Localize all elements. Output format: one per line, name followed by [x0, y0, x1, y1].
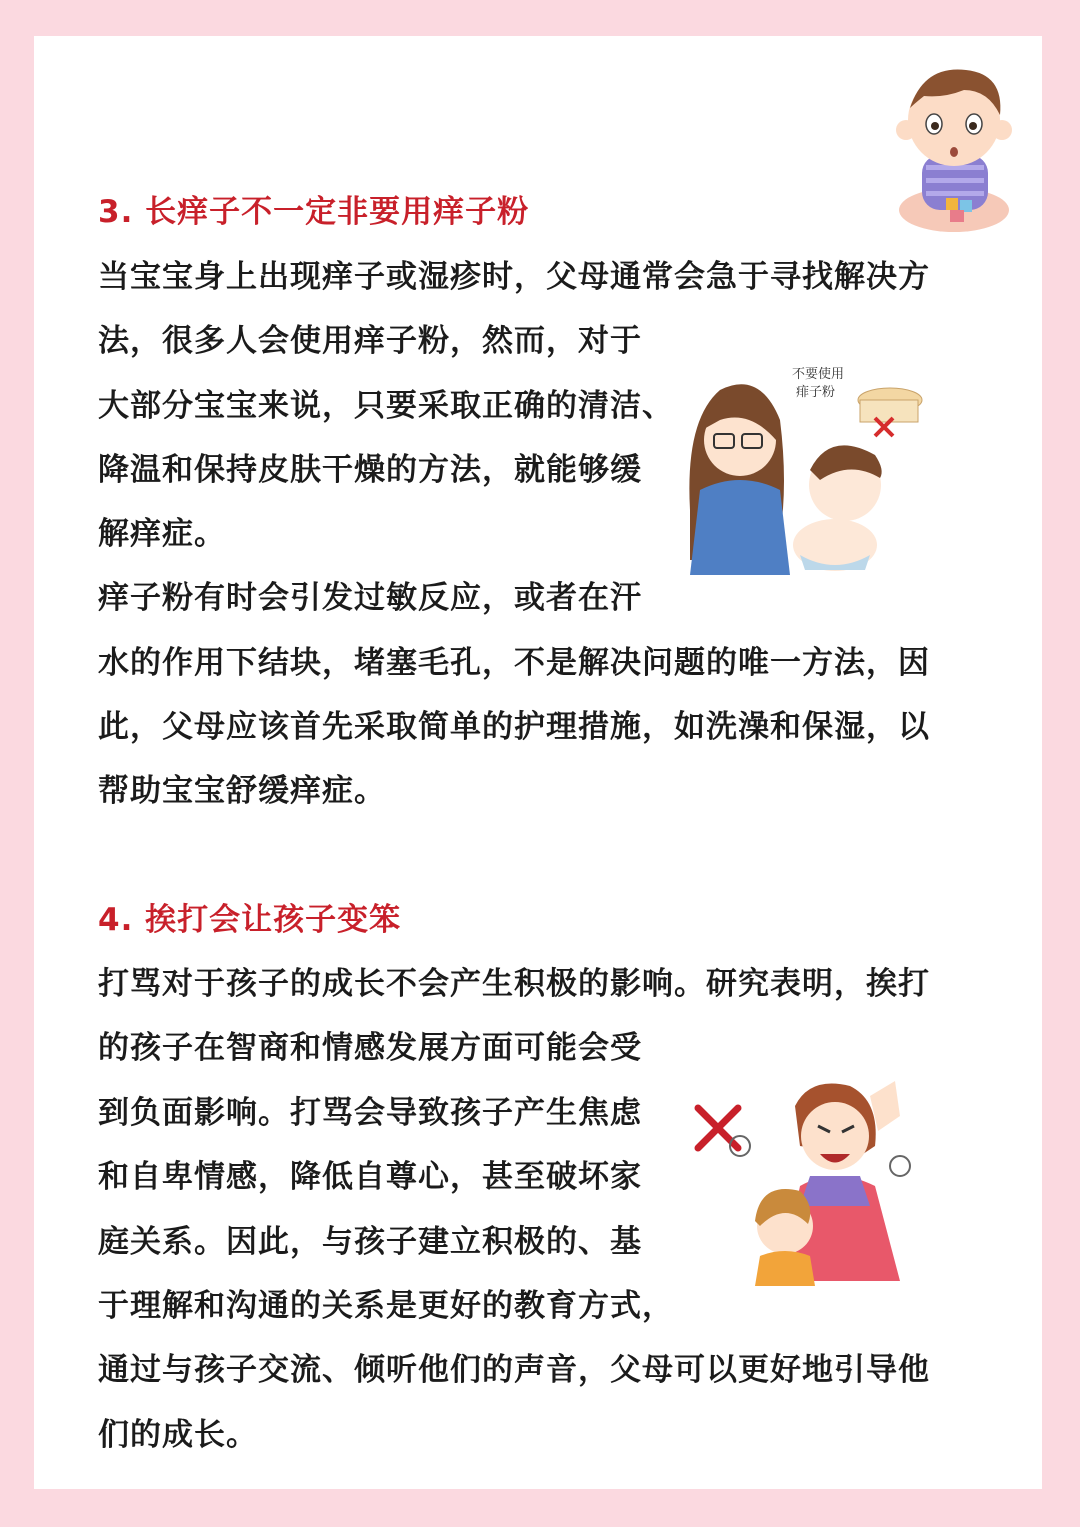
angry-mother-illustration [700, 1076, 925, 1286]
section-3-title: 3. 长痒子不一定非要用痒子粉 [98, 194, 530, 230]
section-4-line: 的孩子在智商和情感发展方面可能会受 [98, 1030, 642, 1066]
section-3-line: 痒子粉有时会引发过敏反应，或者在汗 [98, 580, 642, 616]
section-4-line: 们的成长。 [98, 1417, 258, 1453]
section-4-title: 4. 挨打会让孩子变笨 [98, 902, 402, 938]
section-3-line: 法，很多人会使用痒子粉，然而，对于 [98, 323, 642, 359]
section-4-line: 于理解和沟通的关系是更好的教育方式， [98, 1288, 674, 1324]
illustration-caption: 不要使用 [792, 367, 845, 382]
section-3-line: 水的作用下结块，堵塞毛孔，不是解决问题的唯一方法，因 [98, 645, 930, 681]
illustration-caption: 痱子粉 [796, 385, 836, 400]
section-4-line: 庭关系。因此，与孩子建立积极的、基 [98, 1224, 642, 1260]
section-3-line: 当宝宝身上出现痒子或湿疹时，父母通常会急于寻找解决方 [98, 259, 930, 295]
section-3-line: 大部分宝宝来说，只要采取正确的清洁、 [98, 388, 674, 424]
baby-illustration [884, 60, 1024, 235]
section-4-line: 通过与孩子交流、倾听他们的声音，父母可以更好地引导他 [98, 1352, 930, 1388]
mother-baby-illustration [680, 360, 930, 580]
section-3-line: 降温和保持皮肤干燥的方法，就能够缓 [98, 452, 642, 488]
section-4-line: 和自卑情感，降低自尊心，甚至破坏家 [98, 1159, 642, 1195]
section-4-line: 打骂对于孩子的成长不会产生积极的影响。研究表明，挨打 [98, 966, 930, 1002]
section-3-line: 帮助宝宝舒缓痒症。 [98, 773, 386, 809]
section-4-line: 到负面影响。打骂会导致孩子产生焦虑 [98, 1095, 642, 1131]
section-3-line: 解痒症。 [98, 516, 226, 552]
section-3-line: 此，父母应该首先采取简单的护理措施，如洗澡和保湿，以 [98, 709, 930, 745]
